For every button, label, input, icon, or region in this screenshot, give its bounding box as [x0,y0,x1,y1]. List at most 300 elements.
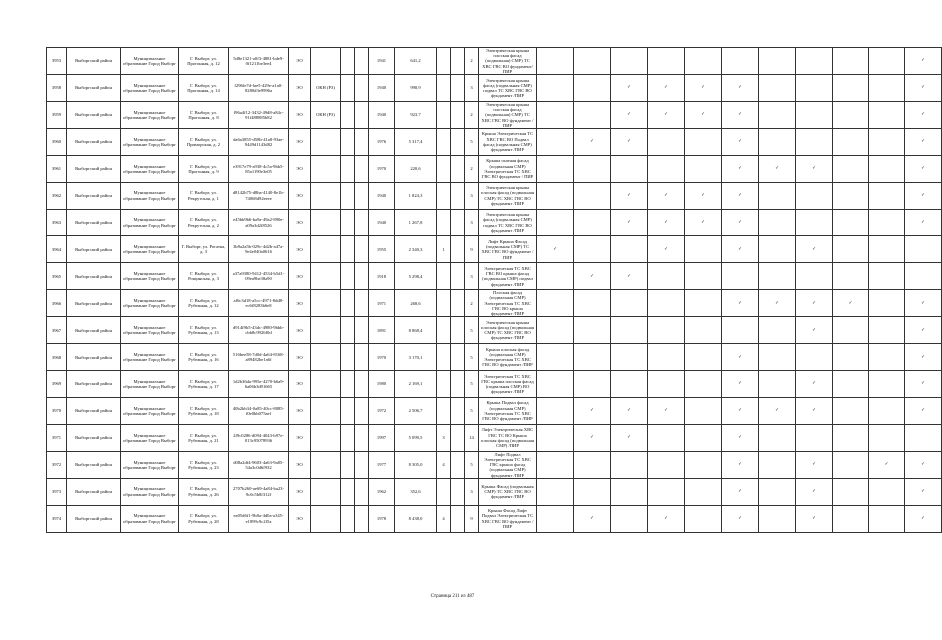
cell-address: Г. Выборг, ул. Рубежная, д. 21 [179,424,229,451]
cell-area: 5 298,4 [395,263,437,290]
cell-work-heating [611,451,648,478]
cell-work-heating: ✓ [611,397,648,424]
cell-fias-code: 1d2b36da-995e-4270-b6a9-6a06b3d91665 [229,371,289,398]
cell-col-h [341,317,355,344]
cell-municipality: Муниципальное образование Город Выборг [121,424,179,451]
cell-work-roof: ✓ [722,344,759,371]
cell-work-cold-water: ✓ [648,209,685,236]
cell-district: Выборгский район [67,263,121,290]
page-number: Страница 211 из 487 [430,594,475,599]
cell-floors: 5 [465,317,479,344]
cell-work-basement: ✓ [796,451,833,478]
cell-col-h [341,182,355,209]
cell-work-foundation [905,424,942,451]
cell-col-h [341,371,355,398]
cell-work-heating: ✓ [611,182,648,209]
cell-build-year: 1918 [369,263,395,290]
cell-work-heating: ✓ [611,75,648,102]
cell-work-facade [759,209,796,236]
cell-work-cold-water: ✓ [648,182,685,209]
cell-build-year: 1941 [369,48,395,75]
cell-work-basement [796,424,833,451]
cell-fias-code: 516bee58-7d0d-4a64-8168-a89482be1a6f [229,344,289,371]
cell-management-type: ЭО [289,290,311,317]
cell-address: Г. Выборг, ул. Прогонная, д. 8 [179,101,229,128]
table-row [47,344,942,371]
cell-work-basement [796,344,833,371]
cell-work-lift [537,48,574,75]
cell-heritage-status [311,451,341,478]
cell-area: 641,2 [395,48,437,75]
cell-address: Г. Выборг, ул. Рубежная, д. 26 [179,478,229,505]
cell-work-sewer [833,505,869,532]
cell-municipality: Муниципальное образование Город Выборг [121,155,179,182]
cell-col-h [341,236,355,263]
cell-work-basement: ✓ [796,236,833,263]
cell-work-gas [869,317,905,344]
cell-work-electric [574,155,611,182]
cell-works-list: Лифт Крыша Фасад (подвальная СМР) ТС ХВС ГВС ВО фундамент /ПИР [479,236,537,263]
cell-lifts-count: 3 [437,424,451,451]
cell-work-facade [759,236,796,263]
cell-management-type: ЭО [289,75,311,102]
cell-heritage-status [311,424,341,451]
cell-management-type: ЭО [289,424,311,451]
cell-build-year: 1955 [369,236,395,263]
cell-work-sewer [833,397,869,424]
cell-work-gas [869,344,905,371]
cell-work-roof: ✓ [722,505,759,532]
cell-work-cold-water [648,48,685,75]
cell-work-sewer [833,424,869,451]
cell-col-m [451,505,465,532]
cell-work-gas: ✓ [869,451,905,478]
cell-col-h [341,424,355,451]
cell-build-year: 1977 [369,451,395,478]
cell-work-sewer [833,344,869,371]
table-row [47,451,942,478]
cell-build-year: 1940 [369,182,395,209]
cell-build-year: 1940 [369,101,395,128]
cell-heritage-status [311,155,341,182]
cell-fias-code: e45bb9b6-ba9a-49a2-890e-a09a3d2f8526 [229,209,289,236]
cell-heritage-status [311,397,341,424]
cell-work-facade [759,451,796,478]
cell-management-type: ЭО [289,101,311,128]
table-row [47,128,942,155]
cell-work-basement: ✓ [796,317,833,344]
cell-work-heating [611,478,648,505]
cell-work-electric: ✓ [574,424,611,451]
cell-work-hot-water [685,344,722,371]
cell-col-m [451,128,465,155]
cell-fias-code: a37a9380-9412-4534-b5d1-09ea9be38a90 [229,263,289,290]
cell-work-hot-water: ✓ [685,182,722,209]
cell-work-foundation: ✓ [905,48,942,75]
cell-district: Выборгский район [67,290,121,317]
cell-work-lift [537,182,574,209]
cell-work-basement [796,263,833,290]
cell-fias-code: d08a2df4-9603-4a63-9a85-54a3c0d6f932 [229,451,289,478]
cell-works-list: Электрическая ТС ХВС ГВС ВО крыша фасад (подвальная СМР) подвал фундамент /ПИР [479,263,537,290]
cell-work-cold-water [648,263,685,290]
cell-row-number: 3969 [47,371,67,398]
cell-area: 8 438,0 [395,505,437,532]
cell-heritage-status [311,505,341,532]
cell-work-gas [869,48,905,75]
cell-work-hot-water [685,155,722,182]
cell-works-list: Лифт Подвал Электрическая ТС ХВС ГВС крыша фасад (подвальная СМР) фундамент /ПИР [479,451,537,478]
cell-heritage-status [311,371,341,398]
cell-district: Выборгский район [67,209,121,236]
cell-col-h [341,290,355,317]
cell-fias-code: f296fe7d-fae5-429e-a1a0-8280d3e9996a [229,75,289,102]
cell-work-lift [537,263,574,290]
cell-col-m [451,290,465,317]
cell-row-number: 3958 [47,75,67,102]
cell-district: Выборгский район [67,101,121,128]
register-table [46,47,942,533]
cell-work-facade [759,424,796,451]
cell-lifts-count [437,371,451,398]
cell-floors: 3 [465,75,479,102]
cell-work-electric [574,75,611,102]
cell-work-gas [869,236,905,263]
cell-work-facade: ✓ [759,290,796,317]
cell-address: Г. Выборг, ул. Рекрутская, д. 2 [179,209,229,236]
cell-work-cold-water: ✓ [648,505,685,532]
cell-fias-code: 40b2bb34-0a85-40cc-8085-f0e0bb075aef [229,397,289,424]
cell-work-sewer [833,209,869,236]
cell-row-number: 3959 [47,101,67,128]
cell-management-type: ЭО [289,182,311,209]
cell-district: Выборгский район [67,451,121,478]
cell-row-number: 3964 [47,236,67,263]
cell-fias-code: d914f9b5-43dc-4980-9bbb-cbb8c9926f0d [229,317,289,344]
cell-work-lift: ✓ [537,236,574,263]
cell-works-list: Электрическая крыша фасад (подвальная СМР) подвал ТС ХВС ГВС ВО фундамент /ПИР [479,209,537,236]
cell-work-facade [759,344,796,371]
cell-work-cold-water [648,478,685,505]
cell-work-roof: ✓ [722,424,759,451]
cell-col-i [355,478,369,505]
cell-work-hot-water [685,317,722,344]
cell-lifts-count [437,290,451,317]
cell-floors: 14 [465,424,479,451]
cell-work-basement: ✓ [796,505,833,532]
cell-work-heating: ✓ [611,101,648,128]
cell-lifts-count [437,397,451,424]
cell-build-year: 1997 [369,424,395,451]
cell-col-i [355,209,369,236]
cell-work-hot-water [685,505,722,532]
cell-work-cold-water: ✓ [648,75,685,102]
cell-work-hot-water [685,263,722,290]
cell-col-i [355,344,369,371]
cell-municipality: Муниципальное образование Город Выборг [121,478,179,505]
cell-row-number: 3962 [47,182,67,209]
cell-row-number: 3967 [47,317,67,344]
cell-work-heating [611,48,648,75]
cell-fias-code: 2f9c0286-d094-4043-b97e-013c95078936 [229,424,289,451]
cell-lifts-count [437,209,451,236]
cell-build-year: 1970 [369,344,395,371]
cell-work-lift [537,128,574,155]
cell-works-list: Крыша Фасад (подвальная СМР) ТС ХВС ГВС ВО фундамент /ПИР [479,478,537,505]
cell-area: 3 170,1 [395,344,437,371]
cell-work-facade [759,48,796,75]
cell-col-m [451,75,465,102]
cell-work-roof: ✓ [722,182,759,209]
cell-col-h [341,75,355,102]
cell-col-m [451,478,465,505]
table-row [47,505,942,532]
table-row [47,317,942,344]
cell-management-type: ЭО [289,209,311,236]
cell-district: Выборгский район [67,344,121,371]
cell-address: Г. Выборг, ул. Рубежная, д. 13 [179,317,229,344]
cell-district: Выборгский район [67,182,121,209]
cell-work-sewer [833,478,869,505]
cell-works-list: Электрическая крыша плоская фасад (подвальная СМР) ТС ХВС ГВС ВО фундамент /ПИР [479,317,537,344]
cell-row-number: 3971 [47,424,67,451]
cell-heritage-status [311,263,341,290]
cell-district: Выборгский район [67,371,121,398]
cell-work-heating: ✓ [611,263,648,290]
cell-col-h [341,263,355,290]
cell-col-h [341,101,355,128]
cell-work-facade [759,317,796,344]
cell-work-hot-water: ✓ [685,101,722,128]
cell-work-hot-water: ✓ [685,209,722,236]
cell-row-number: 3966 [47,290,67,317]
cell-work-basement: ✓ [796,478,833,505]
cell-col-m [451,451,465,478]
cell-work-foundation: ✓ [905,397,942,424]
cell-work-foundation: ✓ [905,344,942,371]
cell-fias-code: 5d8e1321-a0f3-4881-bde9-0f1211be3ee4 [229,48,289,75]
cell-work-sewer [833,371,869,398]
cell-work-cold-water [648,317,685,344]
cell-col-m [451,371,465,398]
cell-col-h [341,209,355,236]
cell-floors: 5 [465,344,479,371]
cell-work-hot-water [685,290,722,317]
cell-floors: 9 [465,236,479,263]
cell-work-heating [611,290,648,317]
cell-work-facade [759,505,796,532]
cell-row-number: 3953 [47,48,67,75]
cell-row-number: 3968 [47,344,67,371]
cell-lifts-count [437,48,451,75]
table-row [47,75,942,102]
cell-row-number: 3972 [47,451,67,478]
cell-works-list: Электрическая крыша фасад (подвальная СМР) подвал ТС ХВС ГВС ВО фундамент /ПИР [479,75,537,102]
cell-build-year: 1976 [369,128,395,155]
table-row [47,209,942,236]
cell-heritage-status [311,182,341,209]
cell-floors: 5 [465,371,479,398]
cell-lifts-count [437,75,451,102]
cell-management-type: ЭО [289,397,311,424]
cell-area: 8 305,0 [395,451,437,478]
cell-municipality: Муниципальное образование Город Выборг [121,344,179,371]
cell-col-m [451,101,465,128]
cell-col-h [341,155,355,182]
cell-municipality: Муниципальное образование Город Выборг [121,317,179,344]
cell-work-gas [869,290,905,317]
cell-col-i [355,451,369,478]
cell-work-roof: ✓ [722,451,759,478]
cell-col-i [355,236,369,263]
cell-work-cold-water [648,344,685,371]
cell-work-lift [537,290,574,317]
cell-address: Г. Выборг, ул. Рубежная, д. 28 [179,505,229,532]
cell-floors: 3 [465,182,479,209]
cell-floors: 2 [465,290,479,317]
cell-build-year: 1972 [369,397,395,424]
cell-col-m [451,317,465,344]
cell-district: Выборгский район [67,478,121,505]
cell-district: Выборгский район [67,48,121,75]
cell-heritage-status [311,128,341,155]
cell-municipality: Муниципальное образование Город Выборг [121,451,179,478]
cell-area: 352,6 [395,478,437,505]
cell-heritage-status: ОКН (Р3) [311,101,341,128]
table-row [47,182,942,209]
cell-municipality: Муниципальное образование Город Выборг [121,101,179,128]
cell-work-foundation: ✓ [905,290,942,317]
cell-work-cold-water [648,155,685,182]
cell-work-roof [722,263,759,290]
cell-build-year: 1980 [369,371,395,398]
cell-work-basement [796,182,833,209]
cell-municipality: Муниципальное образование Город Выборг [121,128,179,155]
cell-work-facade [759,478,796,505]
cell-work-electric [574,290,611,317]
cell-heritage-status [311,478,341,505]
cell-build-year: 1962 [369,478,395,505]
cell-build-year: 1940 [369,209,395,236]
cell-fias-code: e3917e79-a938-4c5a-9bb5-85a1190e3e05 [229,155,289,182]
cell-work-sewer [833,128,869,155]
cell-work-basement [796,75,833,102]
cell-address: Г. Выборг, ул. Прогонная, д. 12 [179,48,229,75]
cell-work-sewer [833,451,869,478]
cell-floors: 2 [465,48,479,75]
cell-work-electric [574,236,611,263]
cell-heritage-status [311,236,341,263]
cell-work-foundation: ✓ [905,75,942,102]
cell-row-number: 3965 [47,263,67,290]
cell-work-lift [537,371,574,398]
cell-works-list: Крыша плоская фасад (подвальная СМР) Электрическая ТС ХВС ГВС ВО фундамент /ПИР [479,344,537,371]
cell-work-roof [722,48,759,75]
cell-col-m [451,209,465,236]
cell-work-facade [759,263,796,290]
cell-works-list: Электрическая ТС ХВС ГВС крыша плоская фасад (подвальная СМР) ВО фундамент /ПИР [479,371,537,398]
cell-address: Г. Выборг, ул. Рогатка, д. 3 [179,236,229,263]
cell-work-sewer: ✓ [833,290,869,317]
cell-work-heating: ✓ [611,424,648,451]
cell-work-lift [537,209,574,236]
cell-work-sewer [833,101,869,128]
cell-work-gas [869,182,905,209]
cell-work-facade [759,75,796,102]
cell-work-hot-water [685,424,722,451]
cell-work-sewer [833,317,869,344]
cell-work-lift [537,317,574,344]
cell-heritage-status [311,209,341,236]
cell-management-type: ЭО [289,344,311,371]
cell-management-type: ЭО [289,236,311,263]
cell-work-facade [759,371,796,398]
cell-build-year: 1970 [369,155,395,182]
cell-work-roof: ✓ [722,128,759,155]
cell-work-roof: ✓ [722,290,759,317]
cell-work-foundation: ✓ [905,128,942,155]
cell-work-gas [869,155,905,182]
cell-work-foundation: ✓ [905,101,942,128]
cell-work-gas [869,478,905,505]
cell-work-lift [537,397,574,424]
cell-col-m [451,236,465,263]
cell-address: Г. Выборг, ул. Прогонная, д. 9 [179,155,229,182]
cell-lifts-count [437,478,451,505]
cell-col-h [341,344,355,371]
cell-municipality: Муниципальное образование Город Выборг [121,371,179,398]
cell-work-cold-water: ✓ [648,101,685,128]
cell-work-hot-water: ✓ [685,75,722,102]
cell-works-list: Электрическая крыша плоская фасад (подвальная СМР) ТС ХВС ГВС ВО фундамент /ПИР [479,182,537,209]
cell-work-gas [869,128,905,155]
cell-address: Г. Выборг, ул. Рубежная, д. 16 [179,344,229,371]
cell-work-lift [537,451,574,478]
table-row [47,478,942,505]
cell-area: 1 824,3 [395,182,437,209]
cell-works-list: Крыша Фасад Лифт Подвал Электрическая ТС ХВС ГВС ВО фундамент /ПИР [479,505,537,532]
cell-col-i [355,48,369,75]
cell-col-i [355,397,369,424]
cell-work-gas [869,397,905,424]
cell-works-list: Крыша Электрическая ТС ХВС ГВС ВО Подвал фасад (подвальная СМР) фундамент /ПИР [479,128,537,155]
cell-district: Выборгский район [67,155,121,182]
cell-col-i [355,128,369,155]
cell-work-lift [537,155,574,182]
cell-work-hot-water [685,128,722,155]
cell-area: 8 868,4 [395,317,437,344]
cell-lifts-count [437,263,451,290]
cell-lifts-count [437,128,451,155]
cell-build-year: 1940 [369,75,395,102]
cell-col-h [341,128,355,155]
cell-col-i [355,75,369,102]
cell-col-i [355,317,369,344]
cell-work-electric [574,209,611,236]
cell-work-foundation [905,236,942,263]
cell-district: Выборгский район [67,424,121,451]
cell-col-i [355,371,369,398]
cell-work-sewer [833,182,869,209]
cell-work-foundation: ✓ [905,182,942,209]
cell-work-cold-water: ✓ [648,397,685,424]
cell-col-i [355,101,369,128]
cell-col-m [451,263,465,290]
cell-management-type: ЭО [289,128,311,155]
cell-col-h [341,397,355,424]
cell-address: Г. Выборг, ул. Приморская, д. 2 [179,128,229,155]
cell-col-m [451,397,465,424]
